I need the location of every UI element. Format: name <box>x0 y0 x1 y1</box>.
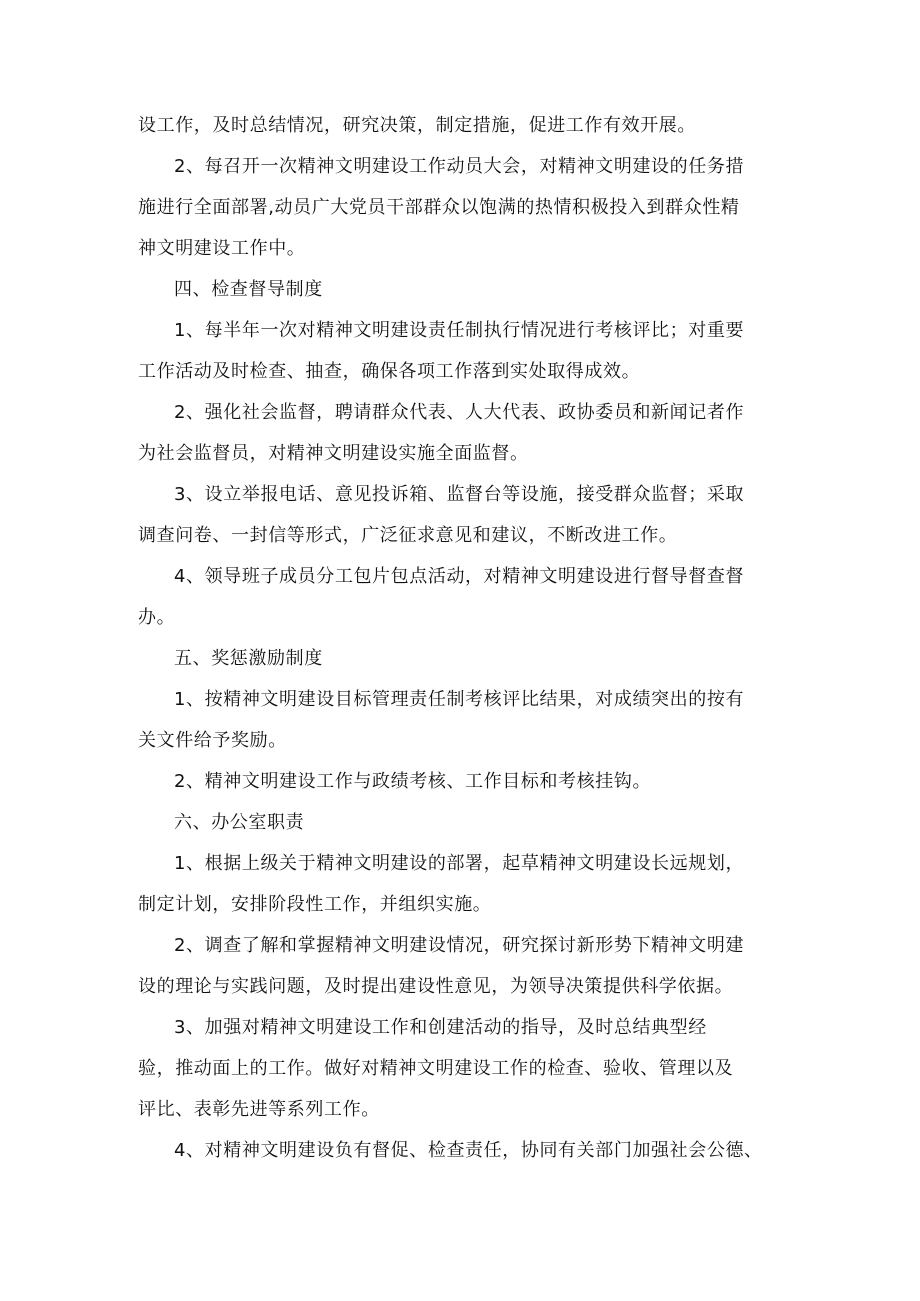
text-line: 2、调查了解和掌握精神文明建设情况，研究探讨新形势下精神文明建 <box>174 935 745 956</box>
text-line: 设工作，及时总结情况，研究决策，制定措施，促进工作有效开展。 <box>138 115 696 136</box>
text-line: 2、每召开一次精神文明建设工作动员大会，对精神文明建设的任务措 <box>174 156 745 177</box>
text-line: 4、对精神文明建设负有督促、检查责任，协同有关部门加强社会公德、 <box>174 1140 763 1161</box>
text-line: 关文件给予奖励。 <box>138 730 287 751</box>
text-line: 评比、表彰先进等系列工作。 <box>138 1099 380 1120</box>
text-line: 3、加强对精神文明建设工作和创建活动的指导，及时总结典型经 <box>174 1017 707 1038</box>
section-heading: 四、检查督导制度 <box>174 279 323 300</box>
text-line: 1、根据上级关于精神文明建设的部署，起草精神文明建设长远规划， <box>174 853 745 874</box>
section-heading: 六、办公室职责 <box>174 812 305 833</box>
section-heading: 五、奖惩激励制度 <box>174 648 323 669</box>
text-line: 3、设立举报电话、意见投诉箱、监督台等设施，接受群众监督；采取 <box>174 484 745 505</box>
text-line: 设的理论与实践问题，及时提出建设性意见，为领导决策提供科学依据。 <box>138 976 734 997</box>
text-line: 办。 <box>138 607 176 628</box>
text-line: 4、领导班子成员分工包片包点活动，对精神文明建设进行督导督查督 <box>174 566 745 587</box>
text-line: 1、按精神文明建设目标管理责任制考核评比结果，对成绩突出的按有 <box>174 689 745 710</box>
text-line: 神文明建设工作中。 <box>138 238 306 259</box>
text-line: 工作活动及时检查、抽查，确保各项工作落到实处取得成效。 <box>138 361 641 382</box>
text-line: 调查问卷、一封信等形式，广泛征求意见和建议，不断改进工作。 <box>138 525 678 546</box>
text-line: 2、强化社会监督，聘请群众代表、人大代表、政协委员和新闻记者作 <box>174 402 745 423</box>
text-line: 为社会监督员，对精神文明建设实施全面监督。 <box>138 443 529 464</box>
text-line: 2、精神文明建设工作与政绩考核、工作目标和考核挂钩。 <box>174 771 652 792</box>
text-line: 制定计划，安排阶段性工作，并组织实施。 <box>138 894 492 915</box>
text-line: 验，推动面上的工作。做好对精神文明建设工作的检查、验收、管理以及 <box>138 1058 734 1079</box>
text-line: 施进行全面部署,动员广大党员干部群众以饱满的热情积极投入到群众性精 <box>138 197 740 218</box>
text-line: 1、每半年一次对精神文明建设责任制执行情况进行考核评比；对重要 <box>174 320 745 341</box>
